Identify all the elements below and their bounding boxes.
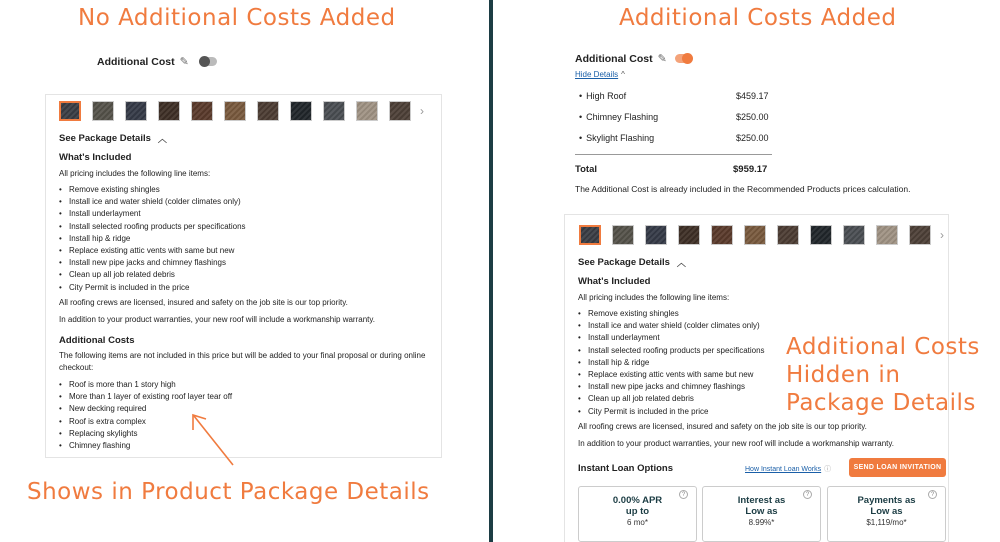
list-item: • Roof is extra complex (59, 416, 232, 428)
list-item: • Replace existing attic vents with same but new (59, 245, 246, 257)
color-swatch[interactable] (777, 225, 799, 245)
list-item: • Chimney flashing (59, 440, 232, 452)
chevron-right-icon[interactable]: › (940, 228, 944, 242)
list-item: • Replace existing attic vents with same but new (578, 369, 765, 381)
additional-costs-title: Additional Costs (59, 335, 135, 346)
total-divider (575, 154, 772, 155)
right-callout (786, 333, 980, 417)
list-item: • Install ice and water shield (colder climates only) (578, 320, 765, 332)
pencil-icon[interactable]: ✎ (657, 53, 667, 65)
cost-item-name: High Roof (586, 91, 627, 101)
color-swatch[interactable] (810, 225, 832, 245)
callout-line: Package Details (786, 390, 976, 416)
list-item: • Roof is more than 1 story high (59, 379, 232, 391)
loan-line2: Low as (870, 506, 903, 517)
right-panel (493, 0, 1000, 542)
warranty-note: In addition to your product warranties, your new roof will include a workmanship warranty. (59, 315, 375, 324)
color-swatch[interactable] (125, 101, 147, 121)
included-intro: All pricing includes the following line items: (59, 169, 211, 178)
chevron-up-icon: ︿ (157, 134, 167, 144)
color-swatch[interactable] (843, 225, 865, 245)
color-swatch[interactable] (224, 101, 246, 121)
total-label: Total (575, 164, 597, 175)
list-item: • Install ice and water shield (colder climates only) (59, 196, 246, 208)
cost-amount: $459.17 (736, 91, 769, 101)
list-item: • Install underlayment (59, 208, 246, 220)
additional-cost-toggle-row (97, 55, 217, 68)
info-icon: ⓘ (824, 466, 832, 473)
loan-option-box[interactable] (702, 486, 821, 542)
loan-line2: Low as (745, 506, 778, 517)
package-details-label: See Package Details (59, 133, 151, 144)
arrow-icon (185, 408, 245, 470)
cost-item-name: Skylight Flashing (586, 133, 655, 143)
see-package-details[interactable] (59, 132, 167, 145)
chevron-right-icon[interactable]: › (420, 104, 424, 118)
additional-cost-toggle-row (575, 52, 691, 65)
how-loan-works-link[interactable] (745, 464, 831, 474)
list-item: • Install new pipe jacks and chimney flashings (59, 257, 246, 269)
list-item: • More than 1 layer of existing roof layer tear off (59, 391, 232, 403)
loan-line3: 8.99%* (748, 518, 775, 527)
color-swatch[interactable] (678, 225, 700, 245)
help-icon[interactable]: ? (679, 490, 688, 499)
cost-item-name: Chimney Flashing (586, 112, 659, 122)
warranty-note: In addition to your product warranties, your new roof will include a workmanship warranty. (578, 439, 894, 448)
cost-amount: $250.00 (736, 112, 769, 122)
color-swatch[interactable] (711, 225, 733, 245)
chevron-up-icon: ︿ (676, 258, 686, 268)
color-swatch[interactable] (356, 101, 378, 121)
additional-cost-toggle[interactable] (201, 57, 217, 66)
whats-included-title: What's Included (59, 152, 132, 163)
see-package-details[interactable] (578, 256, 686, 269)
list-item: • Remove existing shingles (59, 184, 246, 196)
included-list (59, 184, 246, 294)
loan-line3: $1,119/mo* (866, 518, 907, 527)
callout-line: Hidden in (786, 362, 901, 388)
package-details-label: See Package Details (578, 257, 670, 268)
total-amount: $959.17 (733, 164, 768, 175)
color-swatch[interactable] (323, 101, 345, 121)
loan-title: Instant Loan Options (578, 463, 673, 474)
left-headline: No Additional Costs Added (78, 5, 396, 31)
chevron-up-icon: ^ (621, 70, 625, 79)
loan-option-box[interactable] (578, 486, 697, 542)
additional-cost-label: Additional Cost (97, 55, 175, 68)
left-panel (0, 0, 489, 542)
crews-note: All roofing crews are licensed, insured and safety on the job site is our top priority. (59, 298, 348, 307)
color-swatch[interactable] (290, 101, 312, 121)
list-item: • Install selected roofing products per specifications (59, 221, 246, 233)
loan-option-box[interactable] (827, 486, 946, 542)
color-swatch[interactable] (744, 225, 766, 245)
color-swatch[interactable] (612, 225, 634, 245)
crews-note: All roofing crews are licensed, insured and safety on the job site is our top priority. (578, 422, 867, 431)
loan-line1: 0.00% APR (612, 495, 663, 506)
hide-details-label: Hide Details (575, 70, 619, 79)
included-note: The Additional Cost is already included in the Recommended Products prices calculation. (575, 184, 911, 194)
list-item: • Install underlayment (578, 332, 765, 344)
help-icon[interactable]: ? (928, 490, 937, 499)
color-swatch[interactable] (158, 101, 180, 121)
color-swatch[interactable] (876, 225, 898, 245)
color-swatch[interactable] (579, 225, 601, 245)
color-swatch[interactable] (92, 101, 114, 121)
list-item: • City Permit is included in the price (59, 282, 246, 294)
hide-details-link[interactable] (575, 70, 625, 79)
color-swatches (579, 225, 944, 245)
color-swatch[interactable] (389, 101, 411, 121)
cost-row: • High Roof (579, 91, 627, 101)
loan-line2: up to (625, 506, 650, 517)
color-swatch[interactable] (257, 101, 279, 121)
additional-costs-intro: The following items are not included in this price but will be added to your final proposal or during online checkout: (59, 351, 426, 373)
list-item: • City Permit is included in the price (578, 406, 765, 418)
pencil-icon[interactable]: ✎ (179, 56, 189, 68)
cost-row: • Chimney Flashing (579, 112, 659, 122)
right-headline: Additional Costs Added (619, 5, 897, 31)
loan-line1: Interest as (737, 495, 786, 506)
color-swatch[interactable] (191, 101, 213, 121)
help-icon[interactable]: ? (803, 490, 812, 499)
color-swatch[interactable] (645, 225, 667, 245)
send-loan-invitation-button[interactable]: SEND LOAN INVITATION (849, 458, 946, 477)
list-item: • Install selected roofing products per specifications (578, 345, 765, 357)
cost-amount: $250.00 (736, 133, 769, 143)
list-item: • Remove existing shingles (578, 308, 765, 320)
loan-line3: 6 mo* (627, 518, 648, 527)
color-swatch[interactable] (909, 225, 931, 245)
cost-row: • Skylight Flashing (579, 133, 655, 143)
list-item: • New decking required (59, 403, 232, 415)
list-item: • Clean up all job related debris (578, 393, 765, 405)
how-loan-works-label: How Instant Loan Works (745, 466, 822, 473)
color-swatches (59, 101, 424, 121)
whats-included-title: What's Included (578, 276, 651, 287)
included-list (578, 308, 765, 418)
list-item: • Install new pipe jacks and chimney flashings (578, 381, 765, 393)
list-item: • Clean up all job related debris (59, 269, 246, 281)
list-item: • Replacing skylights (59, 428, 232, 440)
included-intro: All pricing includes the following line items: (578, 293, 730, 302)
list-item: • Install hip & ridge (59, 233, 246, 245)
list-item: • Install hip & ridge (578, 357, 765, 369)
additional-cost-toggle[interactable] (675, 54, 691, 63)
loan-line1: Payments as (857, 495, 916, 506)
additional-cost-label: Additional Cost (575, 52, 653, 65)
left-callout: Shows in Product Package Details (27, 479, 430, 505)
callout-line: Additional Costs (786, 334, 980, 360)
color-swatch[interactable] (59, 101, 81, 121)
